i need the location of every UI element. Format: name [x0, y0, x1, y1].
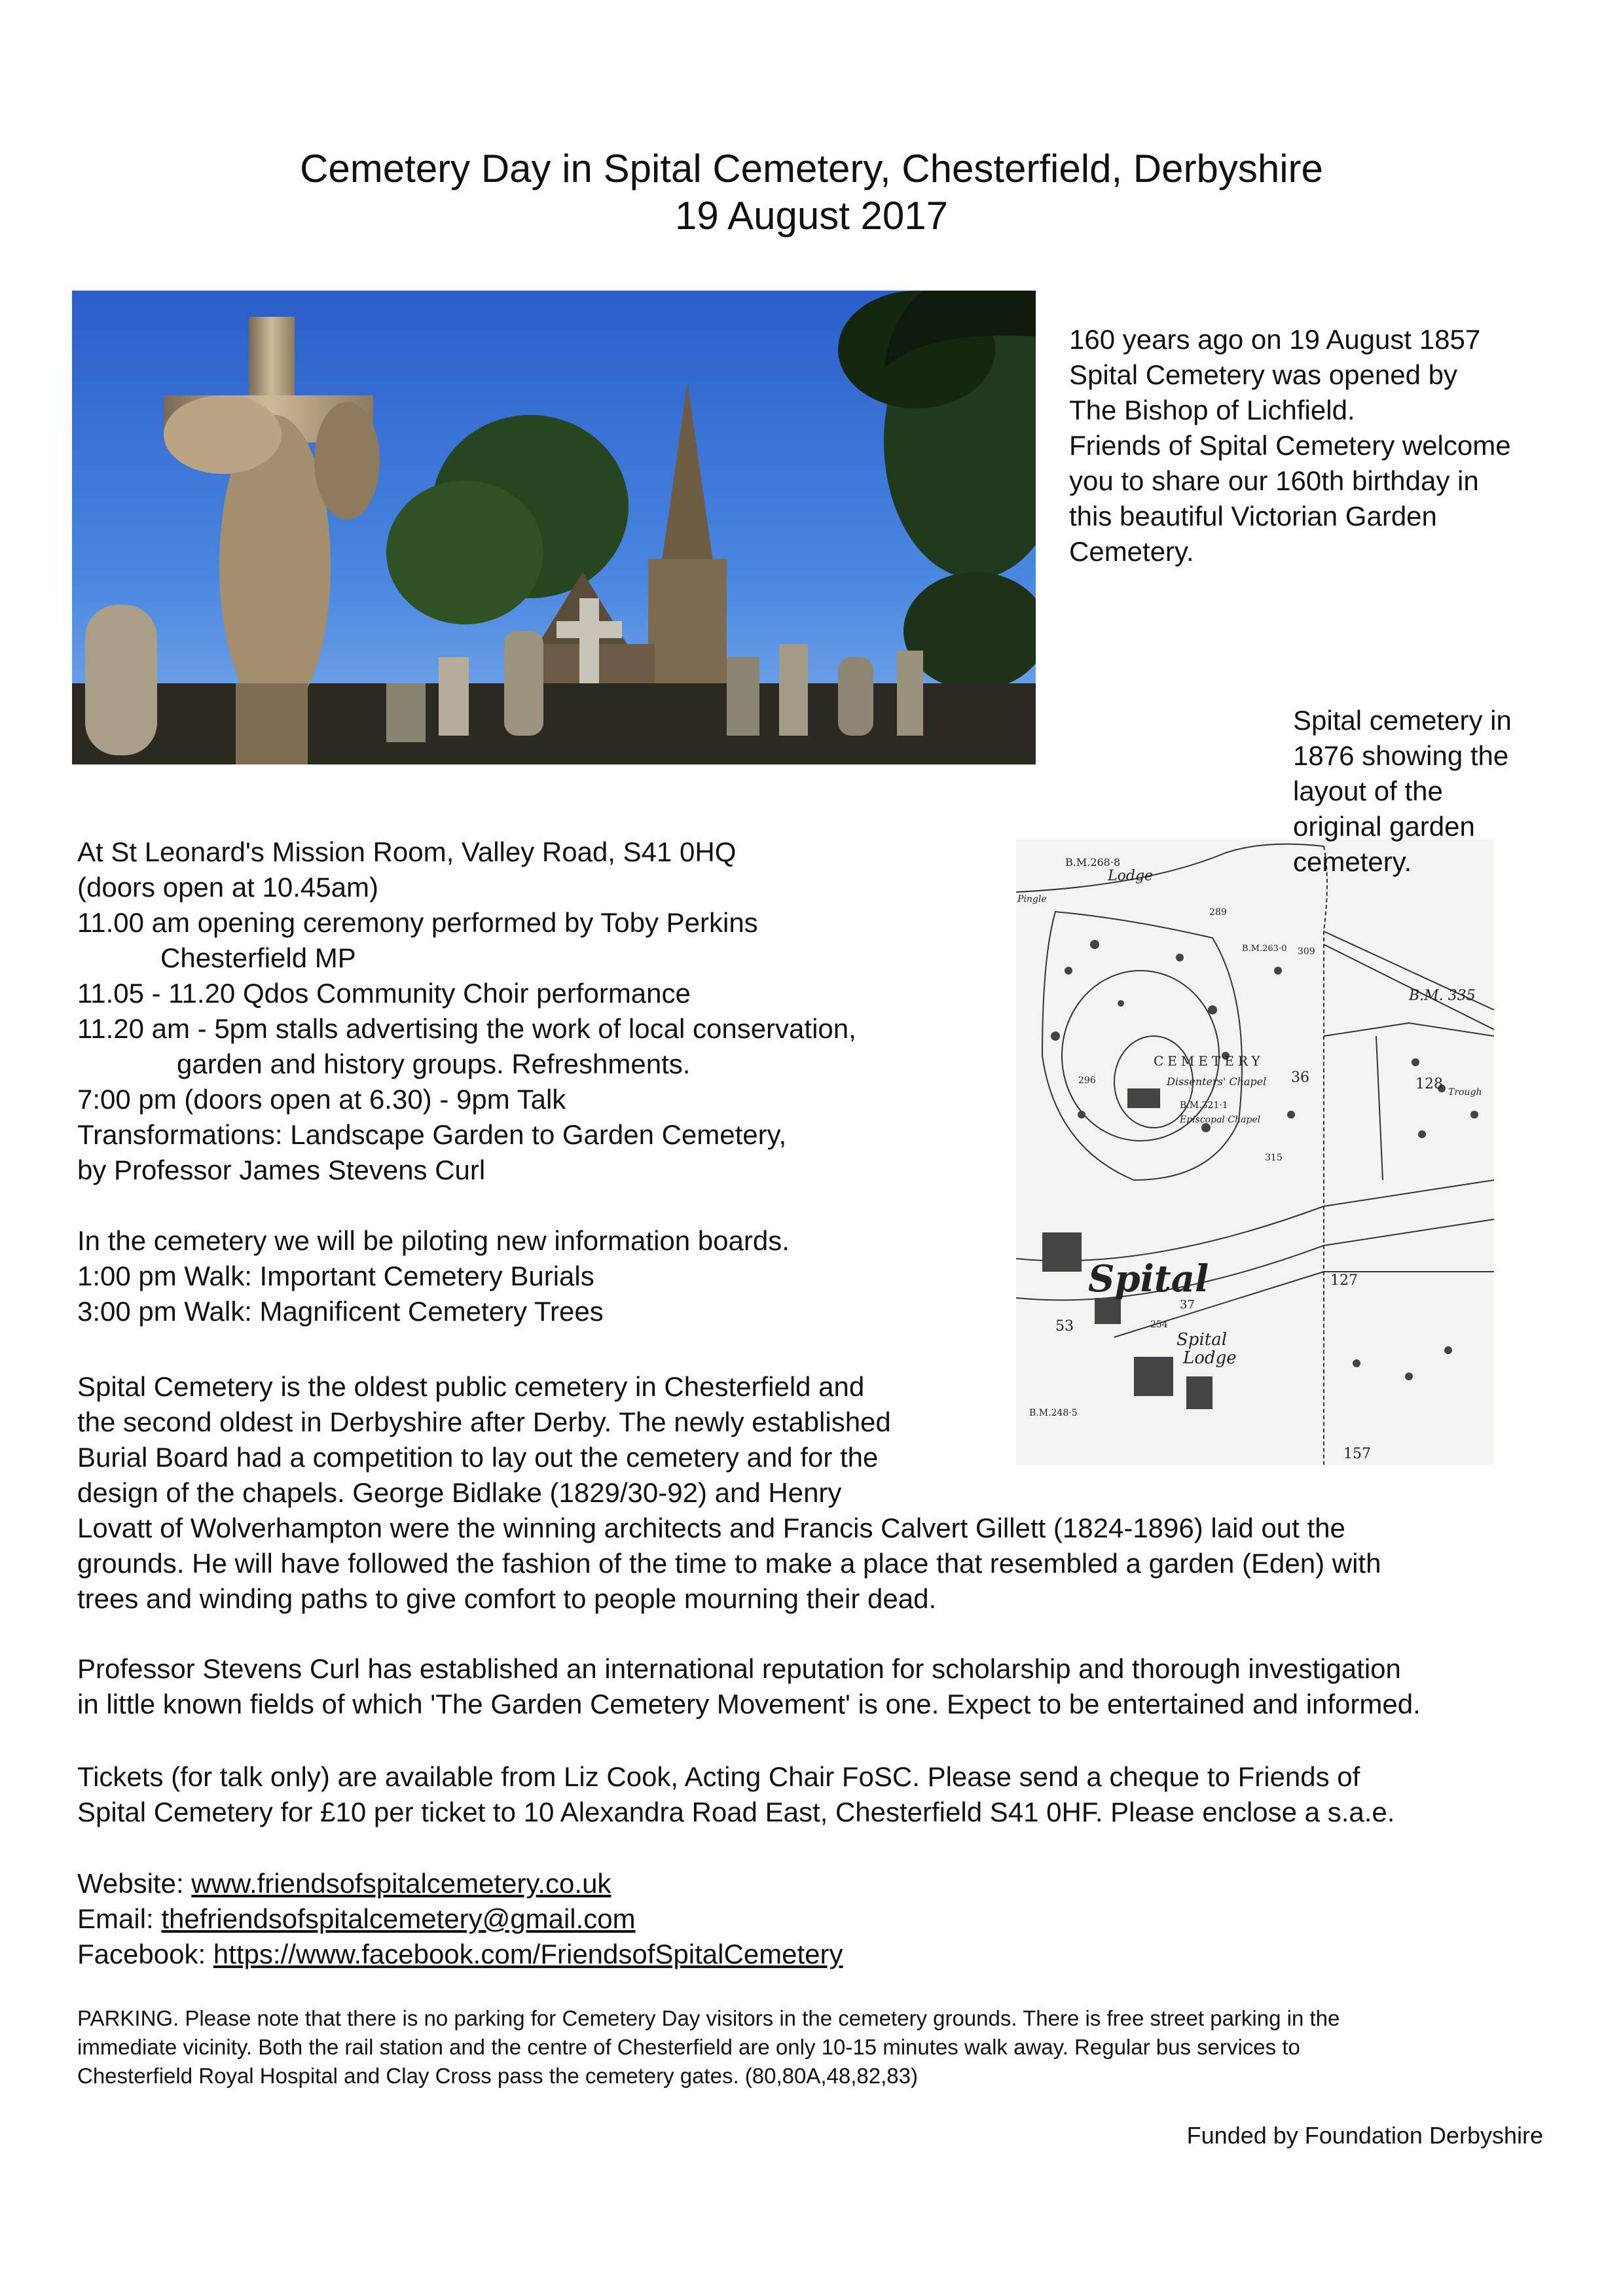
- map-label-spital: Spital: [1088, 1257, 1209, 1300]
- map-label-spital-lodge-2: Lodge: [1183, 1348, 1237, 1368]
- caption-line: cemetery.: [1293, 846, 1412, 877]
- map-label-bm-right: B.M. 335: [1409, 988, 1476, 1004]
- caption-line: original garden: [1293, 811, 1475, 842]
- email-link[interactable]: thefriendsofspitalcemetery@gmail.com: [161, 1903, 636, 1934]
- map-label-pingle: Pingle: [1017, 894, 1047, 905]
- history-line: trees and winding paths to give comfort to people mourning their dead.: [77, 1583, 937, 1614]
- schedule-line: At St Leonard's Mission Room, Valley Road, S41 0HQ: [77, 836, 737, 867]
- map-label-trough: Trough: [1448, 1087, 1482, 1098]
- map-label-53: 53: [1055, 1318, 1074, 1335]
- caption-line: layout of the: [1293, 776, 1443, 806]
- map-label-bm-left: B.M.263·0: [1242, 944, 1287, 954]
- caption-line: Spital cemetery in: [1293, 705, 1512, 736]
- schedule-line: 11.05 - 11.20 Qdos Community Choir performance: [77, 978, 691, 1009]
- intro-line: The Bishop of Lichfield.: [1069, 395, 1355, 425]
- map-label-157: 157: [1343, 1446, 1371, 1462]
- map-label-bm-bottom: B.M.248·5: [1029, 1408, 1078, 1418]
- history-line: Lovatt of Wolverhampton were the winning architects and Francis Calvert Gillett (1824-1896) laid out the: [77, 1513, 1345, 1543]
- map-label-dissenters-chapel: Dissenters' Chapel: [1167, 1075, 1267, 1088]
- email-label: Email:: [77, 1903, 162, 1934]
- map-label-lodge: Lodge: [1108, 868, 1154, 884]
- map-label-37: 37: [1180, 1298, 1195, 1312]
- parking-line: PARKING. Please note that there is no parking for Cemetery Day visitors in the cemetery grounds. There is free street parking in the: [77, 2006, 1340, 2030]
- tickets-paragraph: [77, 1759, 1395, 1830]
- event-schedule: [77, 834, 856, 1329]
- map-label-127: 127: [1330, 1272, 1358, 1289]
- title-line-2: 19 August 2017: [674, 194, 949, 238]
- map-label-spital-lodge-1: Spital: [1176, 1330, 1228, 1350]
- title-line-1: Cemetery Day in Spital Cemetery, Chesterfield, Derbyshire: [300, 147, 1323, 190]
- schedule-line: by Professor James Stevens Curl: [77, 1155, 486, 1185]
- tickets-line: Tickets (for talk only) are available from Liz Cook, Acting Chair FoSC. Please send a cheque to Friends of: [77, 1761, 1360, 1792]
- schedule-line: Transformations: Landscape Garden to Garden Cemetery,: [77, 1119, 787, 1150]
- intro-line: Cemetery.: [1069, 536, 1194, 567]
- curl-line: Professor Stevens Curl has established an international reputation for scholarship and thorough investigation: [77, 1653, 1401, 1684]
- intro-line: you to share our 160th birthday in: [1069, 465, 1479, 496]
- caption-line: 1876 showing the: [1293, 740, 1509, 771]
- schedule-line: In the cemetery we will be piloting new information boards.: [77, 1225, 790, 1256]
- email-row: [77, 1901, 843, 1937]
- curl-paragraph: [77, 1651, 1421, 1722]
- facebook-label: Facebook:: [77, 1939, 213, 1969]
- website-link[interactable]: www.friendsofspitalcemetery.co.uk: [191, 1868, 611, 1899]
- history-paragraph: [77, 1369, 1381, 1617]
- intro-text: [1069, 322, 1511, 569]
- schedule-line: Chesterfield MP: [160, 942, 356, 973]
- history-line: design of the chapels. George Bidlake (1829/30-92) and Henry: [77, 1477, 842, 1508]
- map-label-bm-mid: B.M.321·1: [1180, 1100, 1228, 1111]
- schedule-line: 11.20 am - 5pm stalls advertising the work of local conservation,: [77, 1013, 856, 1044]
- contacts: [77, 1866, 843, 1972]
- facebook-link[interactable]: https://www.facebook.com/FriendsofSpitalCemetery: [213, 1939, 843, 1969]
- website-label: Website:: [77, 1868, 192, 1899]
- map-label-bm-top: B.M.268·8: [1065, 856, 1121, 869]
- website-row: [77, 1866, 843, 1901]
- curl-line: in little known fields of which 'The Garden Cemetery Movement' is one. Expect to be entertained and informed.: [77, 1689, 1421, 1719]
- history-line: grounds. He will have followed the fashion of the time to make a place that resembled a garden (Eden) with: [77, 1548, 1381, 1579]
- schedule-line: (doors open at 10.45am): [77, 872, 378, 903]
- map-label-309: 309: [1298, 946, 1315, 957]
- tickets-line: Spital Cemetery for £10 per ticket to 10 Alexandra Road East, Chesterfield S41 0HF. Please enclose a s.a.e.: [77, 1797, 1395, 1827]
- intro-line: 160 years ago on 19 August 1857: [1069, 324, 1481, 355]
- map-label-296: 296: [1078, 1075, 1096, 1086]
- schedule-line: 7:00 pm (doors open at 6.30) - 9pm Talk: [77, 1084, 566, 1115]
- funded-by: Funded by Foundation Derbyshire: [1186, 2122, 1543, 2149]
- cemetery-photo: [72, 291, 1036, 764]
- intro-line: this beautiful Victorian Garden: [1069, 501, 1437, 531]
- map-label-cemetery: CEMETERY: [1154, 1053, 1264, 1069]
- parking-line: Chesterfield Royal Hospital and Clay Cross pass the cemetery gates. (80,80A,48,82,83): [77, 2064, 918, 2088]
- history-line: Burial Board had a competition to lay out the cemetery and for the: [77, 1442, 879, 1473]
- map-caption: [1293, 703, 1512, 880]
- facebook-row: [77, 1937, 843, 1972]
- map-label-episcopal-chapel: Episcopal Chapel: [1180, 1115, 1261, 1125]
- schedule-line: garden and history groups. Refreshments.: [177, 1049, 691, 1079]
- schedule-line: 1:00 pm Walk: Important Cemetery Burials: [77, 1261, 594, 1291]
- history-line: the second oldest in Derbyshire after Derby. The newly established: [77, 1407, 891, 1437]
- schedule-line: [77, 1188, 856, 1223]
- parking-line: immediate vicinity. Both the rail station and the centre of Chesterfield are only 10-15 minutes walk away. Regular bus services to: [77, 2035, 1300, 2059]
- map-label-254: 254: [1150, 1319, 1168, 1330]
- map-label-36: 36: [1291, 1069, 1309, 1086]
- intro-line: Friends of Spital Cemetery welcome: [1069, 430, 1511, 461]
- schedule-line: 3:00 pm Walk: Magnificent Cemetery Trees: [77, 1296, 604, 1327]
- history-line: Spital Cemetery is the oldest public cemetery in Chesterfield and: [77, 1371, 865, 1402]
- cemetery-photo-illustration: [72, 291, 1036, 764]
- schedule-line: 11.00 am opening ceremony performed by Toby Perkins: [77, 907, 758, 938]
- map-label-289: 289: [1209, 907, 1227, 918]
- parking-note: [77, 2004, 1537, 2090]
- map-label-315: 315: [1265, 1153, 1283, 1163]
- map-label-128: 128: [1415, 1076, 1443, 1092]
- intro-line: Spital Cemetery was opened by: [1069, 359, 1457, 390]
- page-title: [0, 145, 1623, 240]
